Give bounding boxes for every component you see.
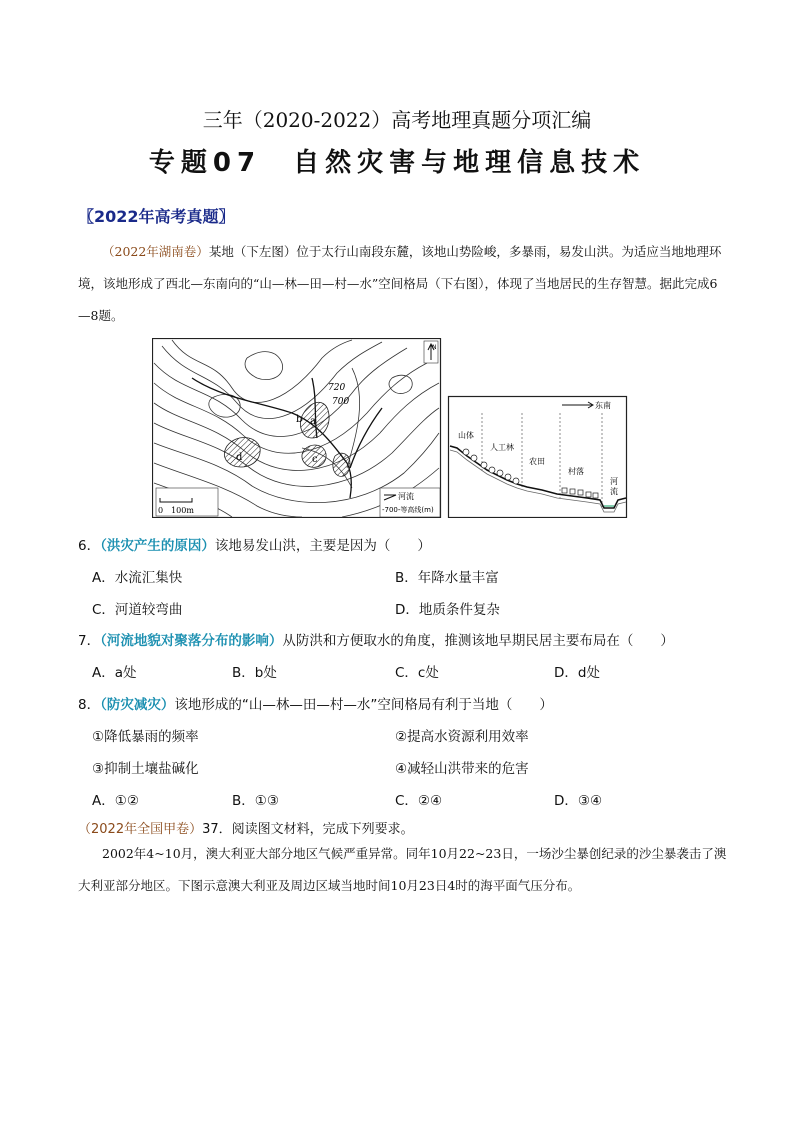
svg-text:0 100m: 0 100m bbox=[158, 506, 194, 515]
q8-statement-1: ①降低暴雨的频率 bbox=[92, 729, 199, 745]
question-8-stem: 该地形成的“山—林—田—村—水”空间格局有利于当地（ ） bbox=[174, 697, 553, 713]
q6-option-d: D．地质条件复杂 bbox=[395, 602, 500, 618]
q8-option-b: B．①③ bbox=[232, 793, 279, 809]
terrain-profile bbox=[449, 397, 627, 518]
profile-zone-mountain: 山体 bbox=[458, 431, 474, 440]
passage-2-source: （2022年全国甲卷） bbox=[78, 822, 203, 837]
passage-2-text: 2002年4~10月，澳大利亚大部分地区气候严重异常。同年10月22~23日，一场沙尘暴创纪录的沙尘暴袭击了澳大利亚部分地区。下图示意澳大利亚及周边区域当地时间10月23日4时的海平面气压分布。 bbox=[78, 846, 727, 893]
q8-option-c: C．②④ bbox=[395, 793, 443, 809]
q8-statement-3: ③抑制土壤盐碱化 bbox=[92, 761, 199, 777]
contour-label-720: 720 bbox=[328, 383, 346, 393]
passage-1 bbox=[78, 236, 728, 332]
profile-zone-village: 村落 bbox=[568, 467, 584, 476]
q8-option-a: A．①② bbox=[92, 793, 139, 809]
svg-text:河流: 河流 bbox=[398, 492, 414, 501]
label-c: c bbox=[312, 454, 318, 465]
question-7-stem: 从防洪和方便取水的角度，推测该地早期民居主要布局在（ ） bbox=[282, 633, 674, 649]
passage-2-header bbox=[78, 818, 414, 837]
q6-option-c: C．河道较弯曲 bbox=[92, 602, 183, 618]
label-b: b bbox=[296, 414, 303, 425]
q6-option-a: A．水流汇集快 bbox=[92, 570, 183, 586]
profile-zone-river-1: 河 bbox=[610, 477, 618, 486]
passage-1-source: （2022年湖南卷） bbox=[102, 244, 209, 259]
figure-group bbox=[152, 338, 632, 518]
q8-option-d: D．③④ bbox=[554, 793, 603, 809]
q7-option-d: D．d处 bbox=[554, 665, 600, 681]
question-8: 8．（防灾减灾）该地形成的“山—林—田—村—水”空间格局有利于当地（ ） bbox=[78, 697, 553, 713]
q7-option-a: A．a处 bbox=[92, 665, 137, 681]
label-a: a bbox=[310, 416, 316, 427]
question-7-tag: （河流地貌对聚落分布的影响） bbox=[100, 633, 283, 649]
passage-1-text: 某地（下左图）位于太行山南段东麓，该地山势险峻，多暴雨，易发山洪。为适应当地地理环境，该地形成了西北—东南向的“山—林—田—村—水”空间格局（下右图），体现了当地居民的生存智慧。据此完成6—8题。 bbox=[78, 244, 722, 323]
svg-text:-700-等高线(m): -700-等高线(m) bbox=[382, 506, 434, 514]
q8-statement-2: ②提高水资源利用效率 bbox=[395, 729, 529, 745]
contour-map bbox=[153, 339, 441, 518]
question-7: 7．（河流地貌对聚落分布的影响）从防洪和方便取水的角度，推测该地早期民居主要布局在（ ） bbox=[78, 633, 674, 649]
scale-bar bbox=[156, 488, 218, 516]
contour-label-700: 700 bbox=[332, 397, 350, 407]
question-6-tag: （洪灾产生的原因） bbox=[100, 538, 215, 554]
page-title: 三年（2020-2022）高考地理真题分项汇编 bbox=[202, 108, 592, 132]
map-legend bbox=[380, 488, 440, 517]
section-heading: 〖2022年高考真题〗 bbox=[78, 207, 235, 226]
q6-option-b: B．年降水量丰富 bbox=[395, 570, 499, 586]
svg-text:N: N bbox=[432, 344, 437, 351]
north-arrow-icon bbox=[424, 341, 438, 363]
profile-zone-forest: 人工林 bbox=[490, 443, 514, 452]
label-d: d bbox=[236, 452, 243, 463]
passage-2-intro: 37．阅读图文材料，完成下列要求。 bbox=[202, 822, 414, 837]
q7-option-c: C．c处 bbox=[395, 665, 439, 681]
question-6: 6．（洪灾产生的原因）该地易发山洪，主要是因为（ ） bbox=[78, 538, 431, 554]
profile-zone-farmland: 农田 bbox=[529, 457, 545, 466]
page-subtitle: 专题07 自然灾害与地理信息技术 bbox=[148, 148, 646, 178]
profile-zone-river-2: 流 bbox=[610, 487, 618, 496]
q7-option-b: B．b处 bbox=[232, 665, 277, 681]
question-6-stem: 该地易发山洪，主要是因为（ ） bbox=[214, 538, 431, 554]
question-8-tag: （防灾减灾） bbox=[100, 697, 175, 713]
q8-statement-4: ④减轻山洪带来的危害 bbox=[395, 761, 529, 777]
profile-direction: 东南 bbox=[595, 401, 611, 410]
